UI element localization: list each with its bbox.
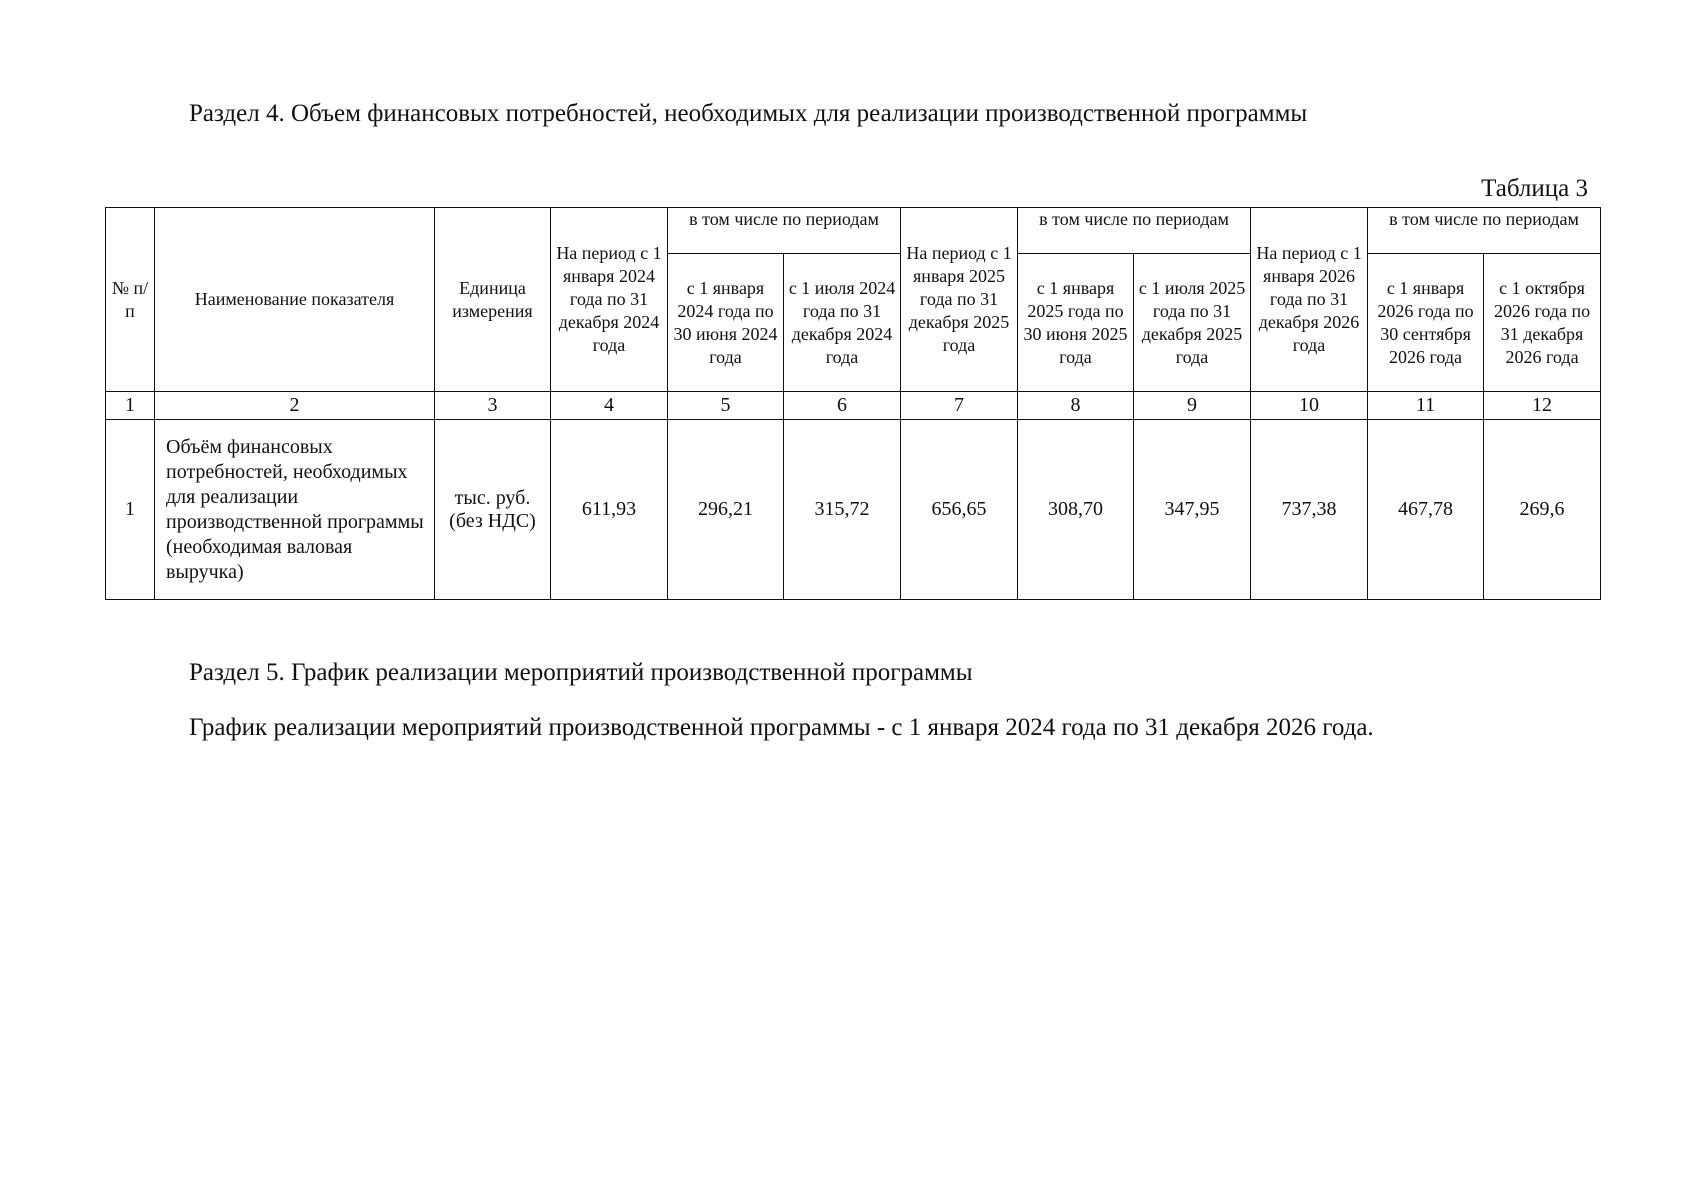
header-period-2025: На период с 1 января 2025 года по 31 декабря 2025 года — [901, 208, 1018, 392]
value-period-2026-p2: 269,6 — [1484, 420, 1601, 600]
header-period-2025-h2: с 1 июля 2025 года по 31 декабря 2025 года — [1134, 254, 1251, 392]
header-period-2026-p2: с 1 октября 2026 года по 31 декабря 2026 года — [1484, 254, 1601, 392]
column-number: 7 — [901, 392, 1018, 420]
value-period-2025-h2: 347,95 — [1134, 420, 1251, 600]
header-period-2026-p1: с 1 января 2026 года по 30 сентября 2026 года — [1368, 254, 1484, 392]
value-period-2026: 737,38 — [1251, 420, 1368, 600]
row-unit: тыс. руб. (без НДС) — [435, 420, 551, 600]
header-period-2024-h1: с 1 января 2024 года по 30 июня 2024 года — [668, 254, 784, 392]
section-4-title: Раздел 4. Объем финансовых потребностей, необходимых для реализации производственной программы — [189, 100, 1308, 127]
value-period-2024-h2: 315,72 — [784, 420, 901, 600]
section-5-title: Раздел 5. График реализации мероприятий производственной программы — [189, 659, 973, 686]
value-period-2025-h1: 308,70 — [1018, 420, 1134, 600]
financial-needs-table — [105, 207, 1601, 600]
column-number: 12 — [1484, 392, 1601, 420]
column-number: 10 — [1251, 392, 1368, 420]
column-number: 3 — [435, 392, 551, 420]
table-row — [106, 420, 1601, 600]
column-number: 5 — [668, 392, 784, 420]
value-period-2025: 656,65 — [901, 420, 1018, 600]
table-header-row — [106, 208, 1601, 254]
column-number: 6 — [784, 392, 901, 420]
row-number: 1 — [106, 420, 155, 600]
table-caption: Таблица 3 — [1481, 175, 1588, 202]
section-5-text: График реализации мероприятий производственной программы - с 1 января 2024 года по 31 декабря 2026 года. — [189, 714, 1374, 741]
header-name: Наименование показателя — [155, 208, 435, 392]
value-period-2024: 611,93 — [551, 420, 668, 600]
header-unit: Единица измерения — [435, 208, 551, 392]
header-sub-2025: в том числе по периодам — [1018, 208, 1251, 254]
row-indicator-name: Объём финансовых потребностей, необходимых для реализации производственной программы (необходимая валовая выручка) — [155, 420, 435, 600]
header-period-2024: На период с 1 января 2024 года по 31 декабря 2024 года — [551, 208, 668, 392]
column-number: 4 — [551, 392, 668, 420]
column-number-row — [106, 392, 1601, 420]
value-period-2026-p1: 467,78 — [1368, 420, 1484, 600]
header-period-2025-h1: с 1 января 2025 года по 30 июня 2025 года — [1018, 254, 1134, 392]
column-number: 11 — [1368, 392, 1484, 420]
column-number: 8 — [1018, 392, 1134, 420]
column-number: 2 — [155, 392, 435, 420]
value-period-2024-h1: 296,21 — [668, 420, 784, 600]
header-period-2026: На период с 1 января 2026 года по 31 декабря 2026 года — [1251, 208, 1368, 392]
header-sub-2024: в том числе по периодам — [668, 208, 901, 254]
column-number: 1 — [106, 392, 155, 420]
header-num: № п/п — [106, 208, 155, 392]
header-sub-2026: в том числе по периодам — [1368, 208, 1601, 254]
header-period-2024-h2: с 1 июля 2024 года по 31 декабря 2024 года — [784, 254, 901, 392]
column-number: 9 — [1134, 392, 1251, 420]
